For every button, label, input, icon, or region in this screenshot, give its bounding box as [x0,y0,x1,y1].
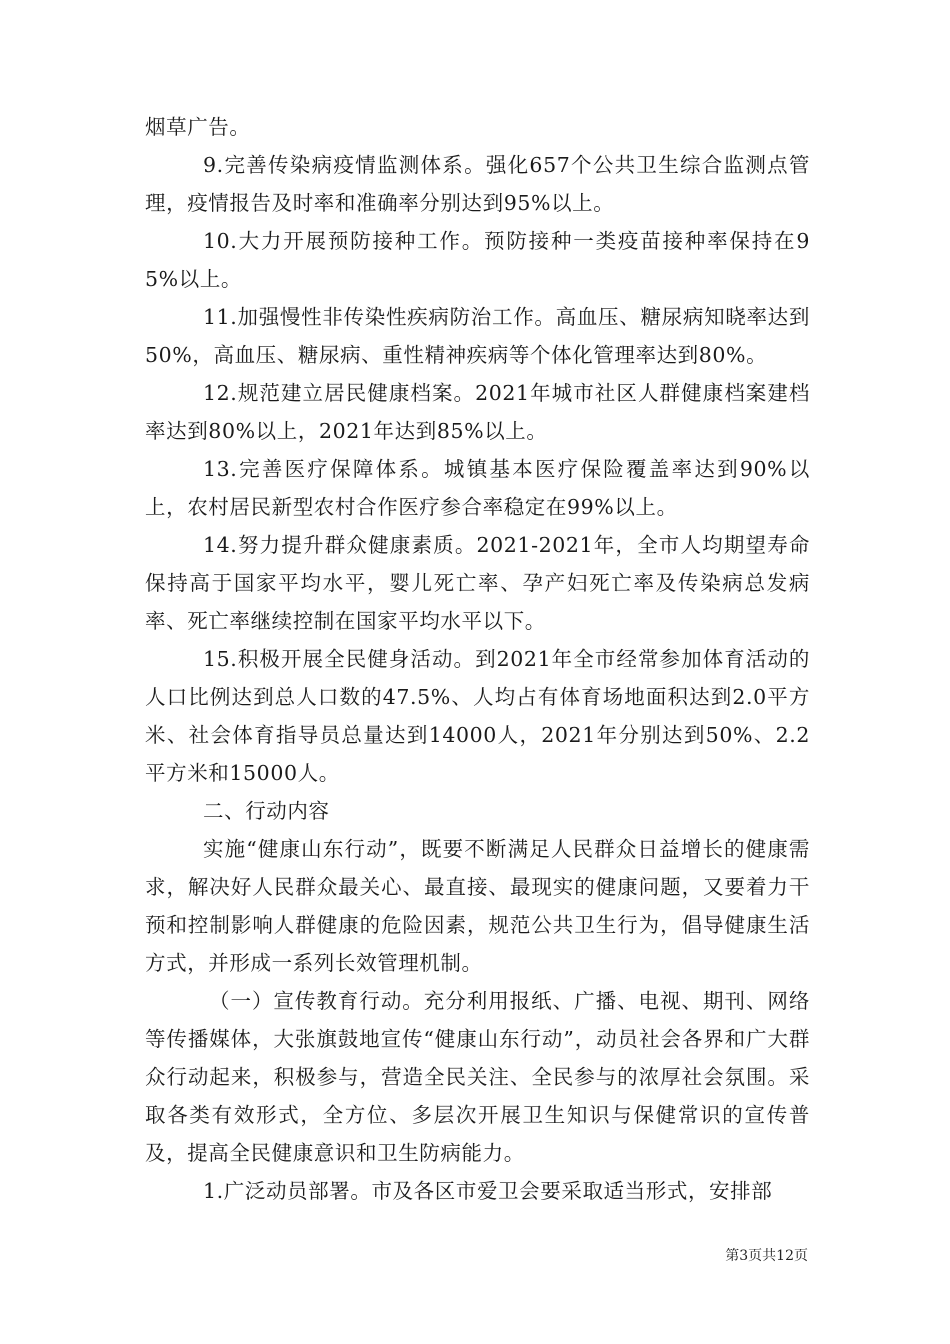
paragraph-subsection-1: （一）宣传教育行动。充分利用报纸、广播、电视、期刊、网络等传播媒体，大张旗鼓地宣传“健康山东行动”，动员社会各界和广大群众行动起来，积极参与，营造全民关注、全民参与的浓厚社会氛围。采取各类有效形式，全方位、多层次开展卫生知识与保健常识的宣传普及，提高全民健康意识和卫生防病能力。 [145,989,810,1165]
paragraph-item-15: 15.积极开展全民健身活动。到2021年全市经常参加体育活动的人口比例达到总人口数的47.5%、人均占有体育场地面积达到2.0平方米、社会体育指导员总量达到14000人，2021年分别达到50%、2.2平方米和15000人。 [145,647,810,785]
paragraph-item-14: 14.努力提升群众健康素质。2021-2021年，全市人均期望寿命保持高于国家平均水平，婴儿死亡率、孕产妇死亡率及传染病总发病率、死亡率继续控制在国家平均水平以下。 [145,533,810,633]
paragraph-item-12: 12.规范建立居民健康档案。2021年城市社区人群健康档案建档率达到80%以上，2021年达到85%以上。 [145,381,810,443]
paragraph-intro: 实施“健康山东行动”，既要不断满足人民群众日益增长的健康需求，解决好人民群众最关心、最直接、最现实的健康问题，又要着力干预和控制影响人群健康的危险因素，规范公共卫生行为，倡导健康生活方式，并形成一系列长效管理机制。 [145,837,810,975]
paragraph-continuation: 烟草广告。 [145,115,251,139]
paragraph-item-1: 1.广泛动员部署。市及各区市爱卫会要采取适当形式，安排部 [203,1179,773,1203]
paragraph-item-13: 13.完善医疗保障体系。城镇基本医疗保险覆盖率达到90%以上，农村居民新型农村合作医疗参合率稳定在99%以上。 [145,457,810,519]
section-heading: 二、行动内容 [203,799,330,823]
paragraph-item-9: 9.完善传染病疫情监测体系。强化657个公共卫生综合监测点管理，疫情报告及时率和准确率分别达到95%以上。 [145,153,810,215]
paragraph-item-10: 10.大力开展预防接种工作。预防接种一类疫苗接种率保持在95%以上。 [145,229,810,291]
page-number: 第3页共12页 [725,1248,808,1264]
paragraph-item-11: 11.加强慢性非传染性疾病防治工作。高血压、糖尿病知晓率达到50%，高血压、糖尿病、重性精神疾病等个体化管理率达到80%。 [145,305,810,367]
document-body [145,108,810,1210]
